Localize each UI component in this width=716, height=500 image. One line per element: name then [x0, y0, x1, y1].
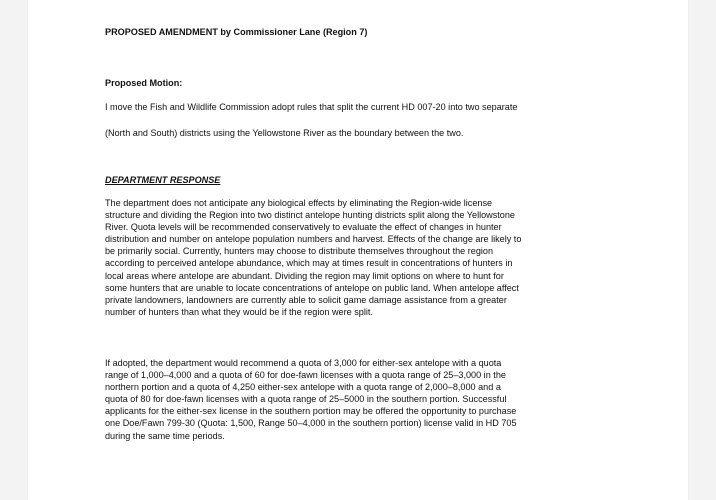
paragraph-1-line: River. Quota levels will be recommended conservatively to evaluate the effect of changes in hunter: [105, 222, 502, 233]
paragraph-2-line: northern portion and a quota of 4,250 either-sex antelope with a quota range of 2,000–8,000 and a: [105, 382, 501, 393]
paragraph-1-line: be primarily social. Currently, hunters may choose to distribute themselves throughout the region: [105, 246, 494, 257]
paragraph-1-line: distribution and number on antelope population numbers and harvest. Effects of the change are likely to: [105, 234, 522, 245]
paragraph-1-line: local areas where antelope are abundant. Dividing the region may limit options on where to hunt for: [105, 270, 504, 281]
paragraph-1-line: The department does not anticipate any biological effects by eliminating the Region-wide license: [105, 198, 493, 208]
response-paragraph-1: [105, 197, 521, 318]
document-page: [28, 0, 688, 500]
document-title: PROPOSED AMENDMENT by Commissioner Lane (Region 7): [105, 27, 368, 37]
motion-line-2: (North and South) districts using the Yellowstone River as the boundary between the two.: [105, 128, 464, 138]
paragraph-2-line: during the same time periods.: [105, 430, 225, 441]
paragraph-1-line: structure and dividing the Region into two distinct antelope hunting districts split along the Yellowstone: [105, 210, 515, 221]
paragraph-2-line: quota of 80 for doe-fawn licenses with a quota range of 25–5000 in the southern portion. Successful: [105, 394, 507, 405]
motion-heading: Proposed Motion:: [105, 78, 183, 88]
paragraph-2-line: one Doe/Fawn 799-30 (Quota: 1,500, Range 50–4,000 in the southern portion) license valid in HD 705: [105, 418, 517, 429]
paragraph-2-line: applicants for the either-sex license in the southern portion may be offered the opportunity to purchase: [105, 406, 517, 417]
paragraph-1-line: according to perceived antelope abundance, which may at times result in concentrations of hunters in: [105, 258, 513, 269]
paragraph-1-line: private landowners, landowners are currently able to solicit game damage assistance from a greater: [105, 294, 507, 305]
response-paragraph-2: [105, 357, 517, 442]
paragraph-2-line: If adopted, the department would recommend a quota of 3,000 for either-sex antelope with a quota: [105, 358, 502, 368]
paragraph-1-line: some hunters that are unable to locate concentrations of antelope on public land. When antelope affect: [105, 282, 519, 293]
motion-line-1: I move the Fish and Wildlife Commission adopt rules that split the current HD 007-20 into two separate: [105, 102, 518, 112]
paragraph-1-line: number of hunters than what they would be if the region were split.: [105, 306, 373, 317]
paragraph-2-line: range of 1,000–4,000 and a quota of 60 for doe-fawn licenses with a quota range of 25–3,000 in the: [105, 370, 506, 381]
response-heading: DEPARTMENT RESPONSE: [105, 175, 221, 185]
